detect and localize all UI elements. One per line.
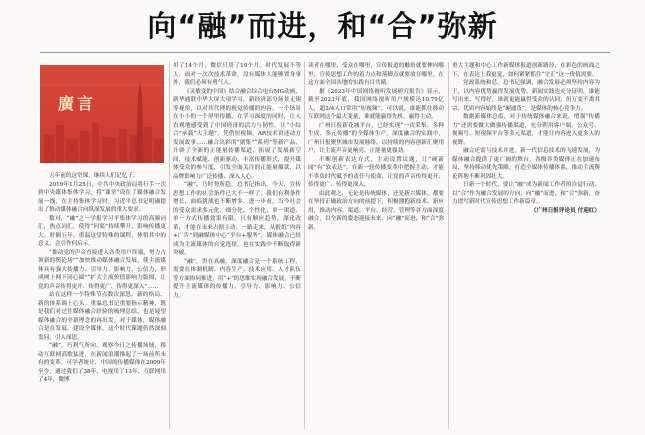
headline: 向“融”而进，和“合”弥新 [147, 9, 498, 43]
paragraph: 据《2023年中国网络视听发展研究报告》显示，截至2023年底，我国网络视听用户规模达10.79亿人，超3/4人口常用“短视频”。可以说，谁能抓住移动互联网这个最大变量，谁就能赢得先机、赢得主动。 [308, 88, 444, 120]
paragraph: 日新一个时代，要让“融”成为新闻工作者的自觉行动，以“合”作为融合发展的方向，向“融”而进，和“合”弥新，奋力谱写新时代宣传思想工作新篇章。 [452, 182, 600, 205]
article-column-4 [452, 62, 600, 429]
paragraph: “融”，贵在真融。深度融合是一个系统工程，需要在体制机制、内容生产、技术应用、人才队伍等方面协同推进，用“+”的思维实现融合发展，不断提升主流媒体的传播力、引导力、影响力、公信力。 [173, 258, 301, 299]
column-separator [448, 62, 449, 429]
paragraph: 重大主题和中心工作新媒体报道创新路径，在彩色的画面之下，在表达上我更觉，如何紧紧抓住“守正”这一价值需要。 [452, 63, 600, 78]
paragraph: 站在这样一个特殊节点数次深思，新的格局、新的体系调上心头。重温总书记重要指示精神，既是我们对过往媒体融合经验的梳理总结，也是展望媒体融合的全新理念的再出发。对于媒体，媒体融合是在发展、建设全媒体，这个时代课题仍然深刻发问，引人深思。 [38, 292, 166, 341]
column-separator [169, 62, 170, 429]
column-separator [304, 62, 305, 429]
column-logo [40, 65, 164, 163]
paragraph: 用了14个月，微信只用了10个月。时代发展不等人，面对一次次技术革命，没有媒体人能够置身事外，我们必须有勇气人。 [173, 63, 301, 86]
column-logo-title: 廣言 [58, 94, 97, 113]
paragraph: 五年前的这堂课，继续人们记忆子。 [49, 173, 139, 179]
paragraph: “融”，巧利气所向。观察今日之传播场域，移动互联网高歌猛进，在新闻浪潮推起了一场前所未有的变革。可学者统计，中国的传播媒体在2009年至今，通过我们了38年，电视用了13年，互联网用了4年，微博 [38, 343, 166, 383]
paragraph: “融”，乃时势所趋。总书记指出，今天，宣传思想工作的社会条件已大不一样了，我们有利条件增长、面临挑战也不断增多。进一步看，当今社会的受众需求多元化、细分化、个性化，单一渠道、单一方式传播效果有限。只有顺应趋势，深化改革，才能在未来占据主动。一路走来，从报纸“内容+广告”到融媒体中心“平台+服务”，媒体融合已经成为主流媒体的自觉选择，也在实践中不断取得新突破。 [173, 182, 301, 256]
paragraph: 融合还需与技术并进。新一代信息技术的飞速发展，为媒体融合提供了更广阔的舞台，各级各类媒体正在加速布局，坚持移动优先策略，打造全媒体传播体系，推动主流舆论阵地不断巩固壮大。 [452, 148, 600, 180]
paragraph: 2019年1月25日，中共中央政治局将行手一次到中央媒体集体学习，将“课堂”设在了媒体融合发展一线，在主持集体学习时，习近平总书记明确提出了推动媒体融合向纵深发展的重大要求。 [38, 181, 166, 213]
article-column-2 [173, 62, 301, 429]
paragraph: 读者在哪里，受众在哪里，宣传报道的触角就要伸向哪里，宣传思想工作的着力点和落脚点就要放在哪里。在这方面全国各地的实践有目共睹。 [308, 63, 444, 86]
paragraph: “推动党的声音直接进入各类用户终端，努力占领新的舆论场”“加快推动媒体融合发展，使主流媒体具有强大传播力、引导力、影响力、公信力，形成网上网下同心圆”“扩大主流价值影响力版图，让党的声音传得更开、传得更广、传得更深入”…… [38, 249, 166, 290]
headline-rule [40, 52, 610, 53]
author-signature: （广州日报评论员 付迎红） [530, 207, 600, 214]
paragraph: 数对，“融”之一学报学习平集体学习的高频词汇，热点词汇，使得“问渠”持续攀升，影响传播更大。时隔五年，重温这堂特殊的课程，体悟其中的意义，会引作何启示。 [38, 215, 166, 247]
city-skyline-graphic [40, 65, 164, 163]
article-column-3 [308, 62, 444, 429]
paragraph: 数据新媒体总监，对于传统媒体融合来说，增强“传播力”还需要做大做强传播渠道，充分利用客户端、公众号、视频号、短视频平台等多元渠道，才能让内容进入更多人的视野。 [452, 114, 600, 146]
paragraph: 不断创新表达方式，主动设置议题，让“硬新闻”有“软表达”，在新一轮传播变革中把握主动，才能不辜负时代赋予的责任与使命，让党的声音传得更开、传得更广、传得更深入。 [308, 156, 444, 188]
paragraph: 由此观之，无论是传统媒体，还是新兴媒体，都要在坚持正确政治方向的前提下，积极拥抱新技术、新应用，推动内容、渠道、平台、经营、管理等各方面深度融合，以全新的姿态迎接未来，向“融”而进，和“合”弥新。 [308, 190, 444, 231]
paragraph: 《灵敏变的中国》结合融合综合电台MG动画、新华通联中华大屏大项学习，新经济部分场景无锡等视角，以对其代理的视觉传播的内容，一个场景在小小的一个屏里传播，在学习深度的同时，让人直观地感受到了中国经济的活力与韧性。让“小综合”承载“大主题”，凭借短视频、AR技术讲述动方发展故事……融合出彩的“剧集”“系列”等新产品，开辟了全新的正能量传播渠道，拓展了发展新空间，技术赋能、创新驱动，丰富传播形式，提升媒体受众的参与度，引发全面关注的正能量爆款，以品牌影响力广泛传播、深入人心。 [173, 88, 301, 180]
paragraph: 党政系统和总。总书记强调，融合发展必须坚持内容为王，以内容优势赢得发展优势。新闻实践也充分证明，谁能写出来、写得好，谁就更能赢得受众的认同。但万变不离其宗，优质内容始终是“硬通货”，是媒体的核心竞争力。 [452, 80, 600, 112]
article-column-1 [38, 172, 166, 429]
paragraph: 广州日报新花城平台，已经实现“一次采集、多种生成、多元传播”的全媒体生产，深度融合的实践中，广州日报聚焦城市发展脉络，以持续的内容创新汇聚用户，让主流声音更响亮、正能量更强劲。 [308, 122, 444, 154]
